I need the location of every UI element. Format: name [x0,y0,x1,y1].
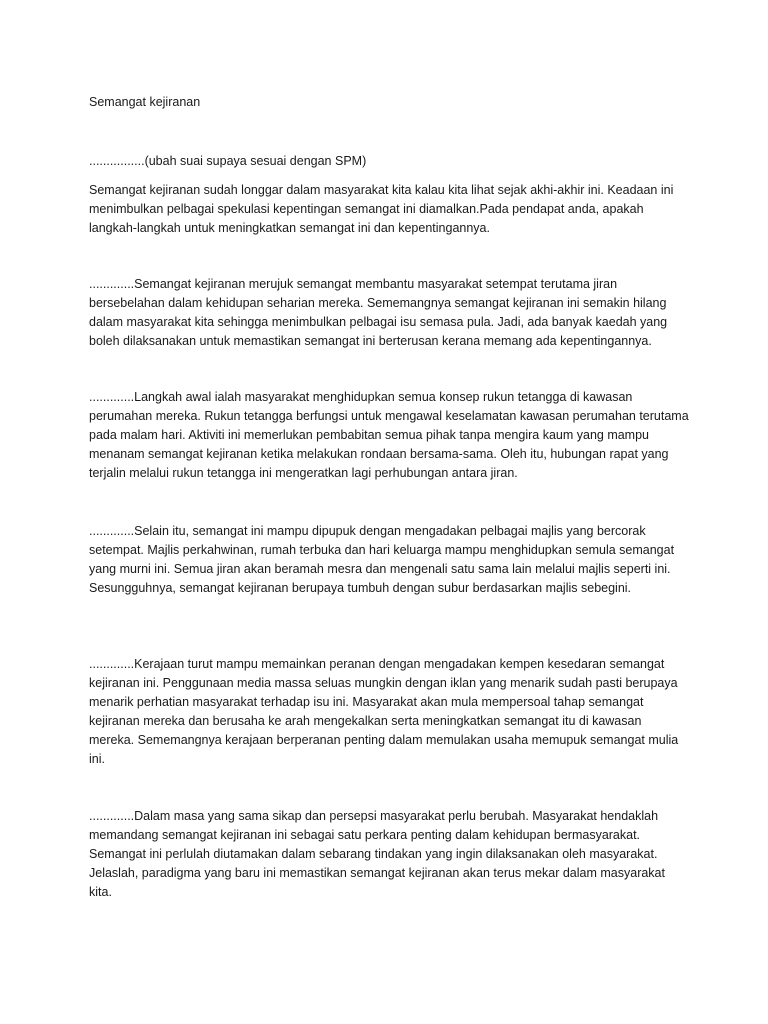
paragraph-question: Semangat kejiranan sudah longgar dalam masyarakat kita kalau kita lihat sejak akhi-akhir ini. Keadaan ini menimbulkan pelbagai spekulasi kepentingan semangat ini diamalkan.Pada pendapat anda, apakah langkah-langkah untuk meningkatkan semangat ini dan kepentingannya. [89,183,674,235]
document-title: Semangat kejiranan [89,95,201,109]
paragraph-introduction: .............Semangat kejiranan merujuk semangat membantu masyarakat setempat terutama jiran bersebelahan dalam kehidupan seharian mereka. Sememangnya semangat kejiranan ini semakin hilang dalam masyarakat kita sehingga menimbulkan pelbagai isu semasa pula. Jadi, ada banyak kaedah yang boleh dilaksanakan untuk memastikan semangat ini berterusan kerana memang ada kepentingannya. [89,277,668,348]
paragraph-conclusion: .............Dalam masa yang sama sikap dan persepsi masyarakat perlu berubah. Masyarakat hendaklah memandang semangat kejiranan ini sebagai satu perkara penting dalam kehidupan bermasyarakat. Semangat ini perlulah diutamakan dalam sebarang tindakan yang ingin dilaksanakan oleh masyarakat. Jelaslah, paradigma yang baru ini memastikan semangat kejiranan akan terus mekar dalam masyarakat kita. [89,809,665,899]
paragraph-rukun-tetangga: .............Langkah awal ialah masyarakat menghidupkan semua konsep rukun tetangga di kawasan perumahan mereka. Rukun tetangga berfungsi untuk mengawal keselamatan kawasan perumahan terutama pada malam hari. Aktiviti ini memerlukan pembabitan semua pihak tanpa mengira kaum yang mampu menanam semangat kejiranan ketika melakukan rondaan bersama-sama. Oleh itu, hubungan rapat yang terjalin melalui rukun tetangga ini mengeratkan lagi perhubungan antara jiran. [89,390,689,480]
paragraph-kerajaan: .............Kerajaan turut mampu memainkan peranan dengan mengadakan kempen kesedaran semangat kejiranan ini. Penggunaan media massa seluas mungkin dengan iklan yang menarik sudah pasti berupaya menarik perhatian masyarakat terhadap isu ini. Masyarakat akan mula mempersoal tahap semangat kejiranan mereka dan berusaha ke arah mengekalkan serta meningkatkan semangat itu di kawasan mereka. Sememangnya kerajaan berperanan penting dalam memulakan usaha memupuk semangat mulia ini. [89,657,679,766]
document-body [89,93,689,899]
paragraph-majlis: .............Selain itu, semangat ini mampu dipupuk dengan mengadakan pelbagai majlis yang bercorak setempat. Majlis perkahwinan, rumah terbuka dan hari keluarga mampu menghidupkan semula semangat yang murni ini. Semua jiran akan beramah mesra dan mengenali satu sama lain melalui majlis seperti ini. Sesungguhnya, semangat kejiranan berupaya tumbuh dengan subur berdasarkan majlis sebegini. [89,524,675,595]
instruction-line: ................(ubah suai supaya sesuai dengan SPM) [89,154,367,168]
